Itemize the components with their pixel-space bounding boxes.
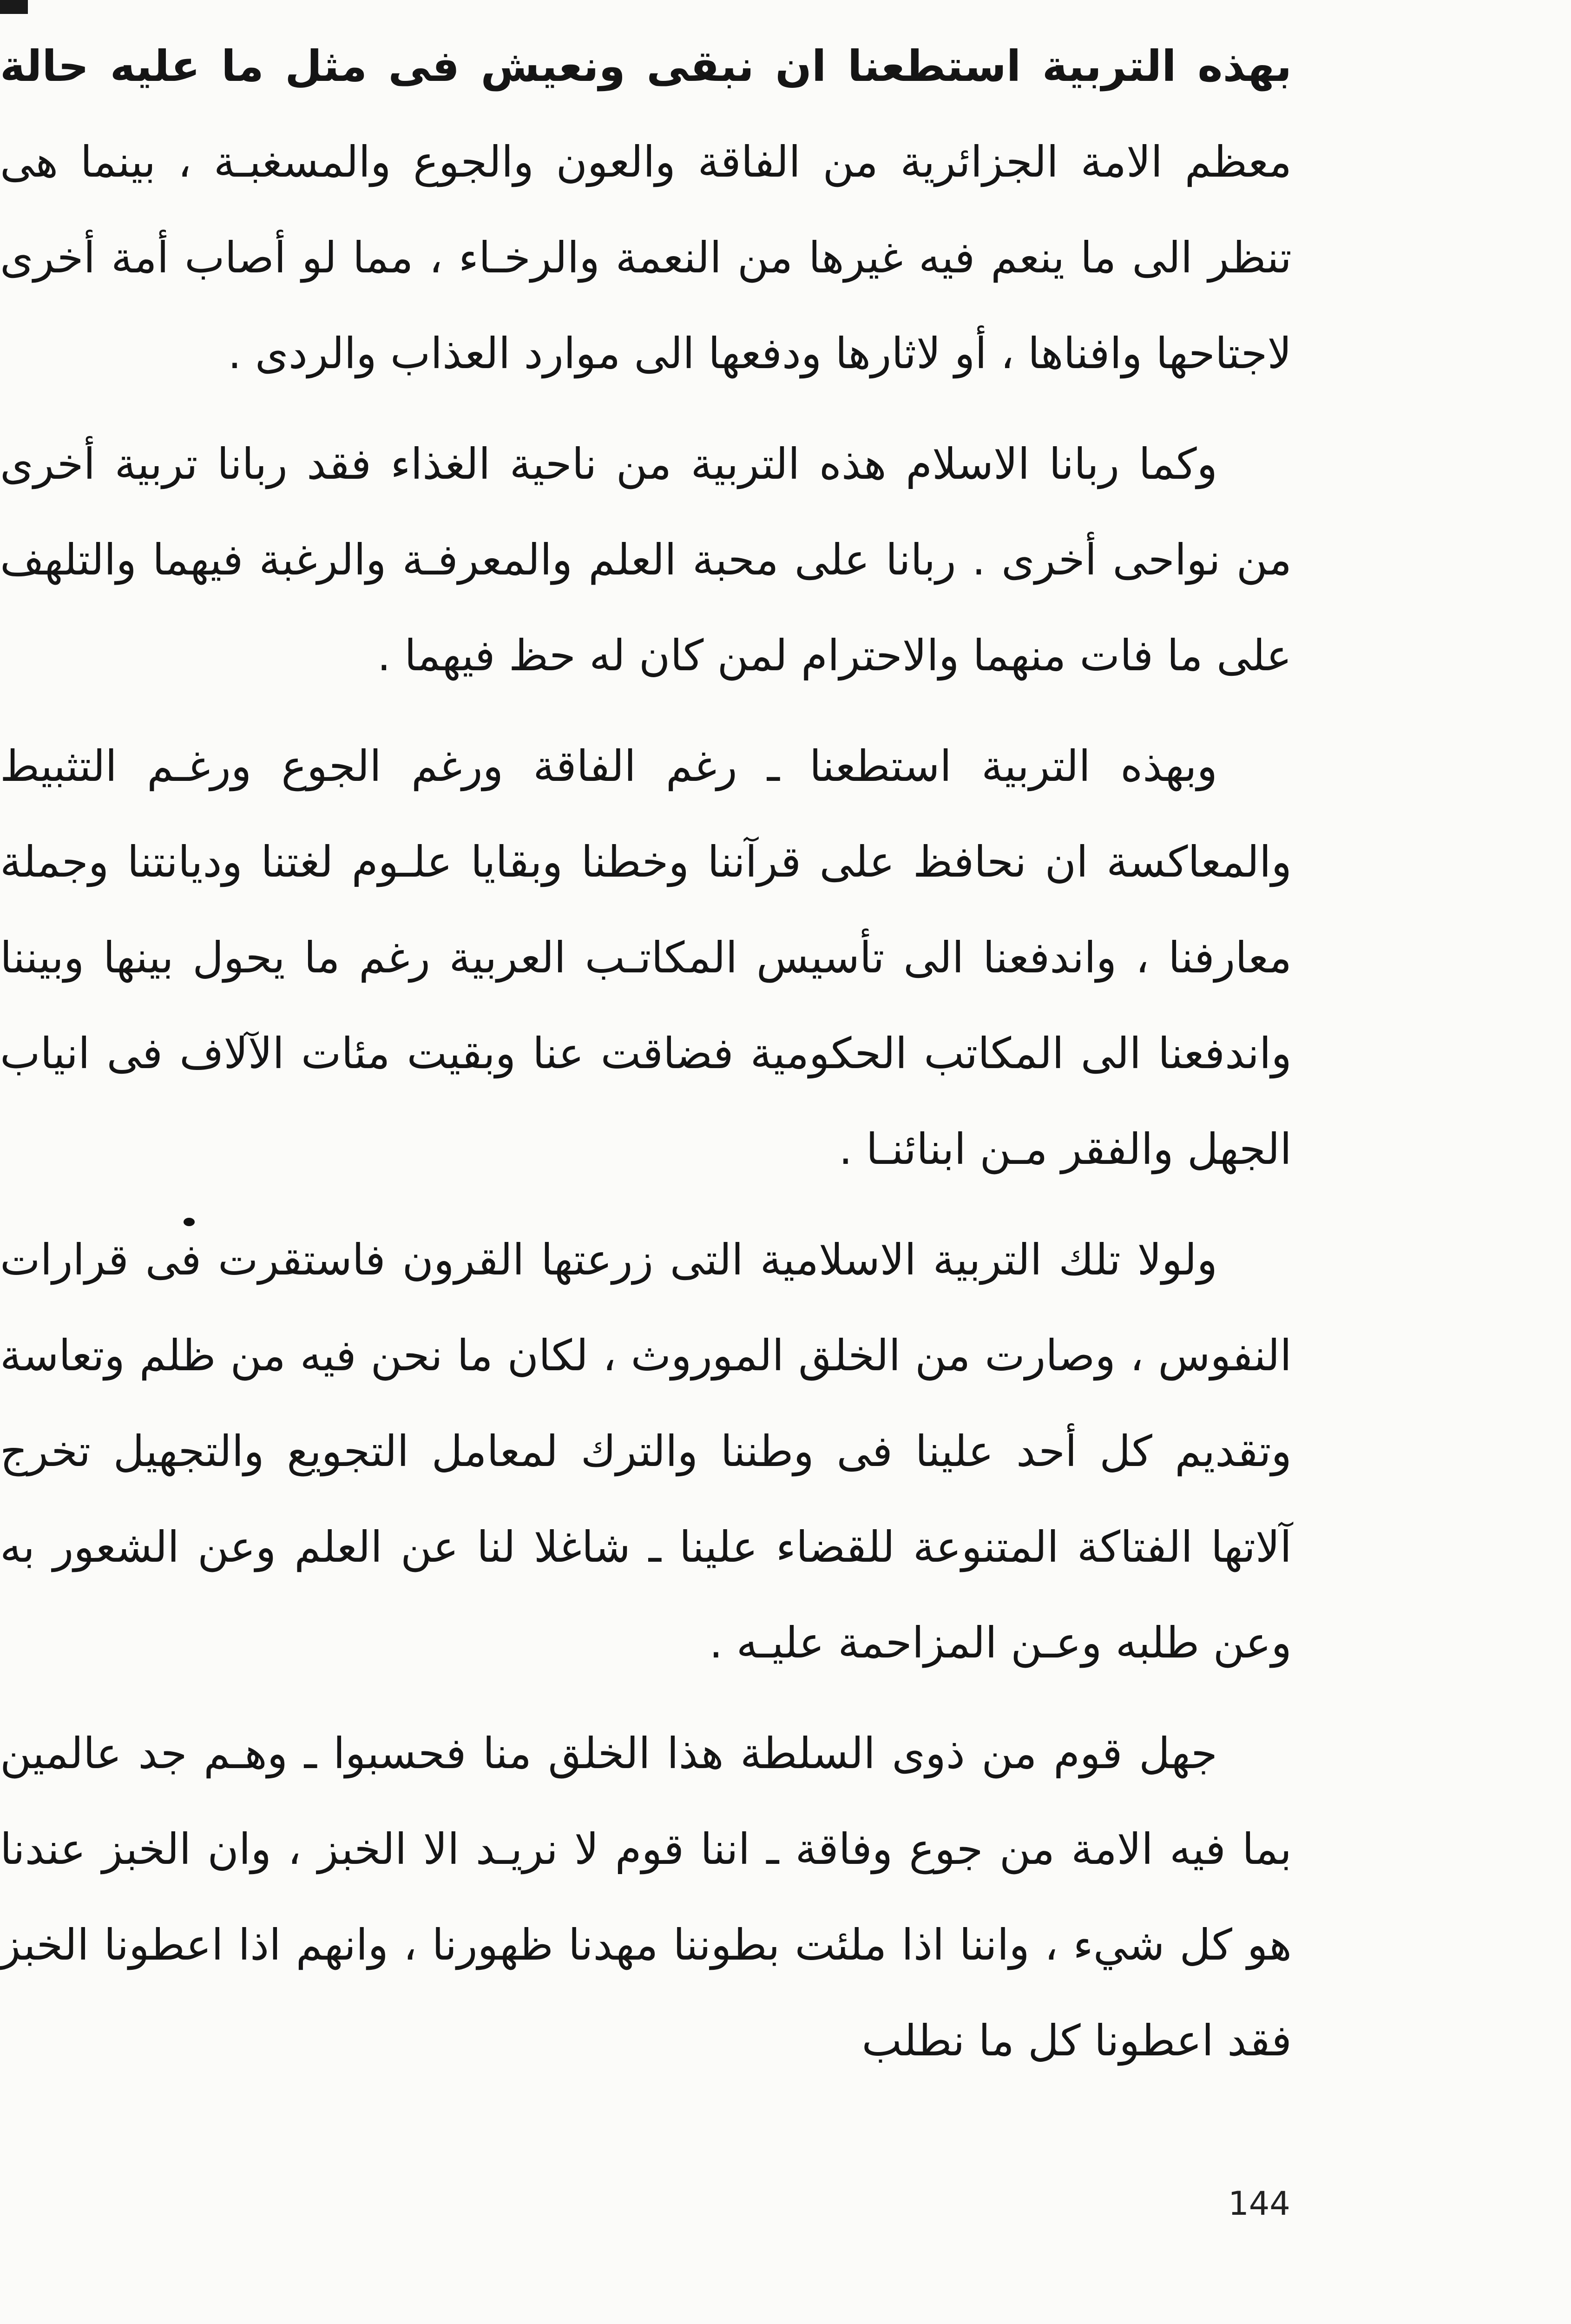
paragraph-1-text: معظم الامة الجزائرية من الفاقة والعون والجوع والمسغبـة ، بينما هى تنظر الى ما ينعم فيه غيرها من النعمة والرخـاء ، مما لو أصاب أمة أخرى لاجتاحها وافناها ، أو لاثارها ودفعها الى موارد العذاب والردى .	[0, 137, 1292, 378]
page-number: 144	[1228, 2185, 1290, 2223]
paragraph-1	[0, 19, 1292, 402]
paragraph-2: وكما ربانا الاسلام هذه التربية من ناحية الغذاء فقد ربانا تربية أخرى من نواحى أخرى . ربانا على محبة العلم والمعرفـة والرغبة فيهما والتلهف على ما فات منهما والاحترام لمن كان له حظ فيهما .	[0, 439, 1292, 680]
scan-edge-mark	[0, 0, 28, 14]
body-text	[0, 19, 1292, 2104]
opening-line: بهذه التربية استطعنا ان نبقى ونعيش فى مثل ما عليه حالة	[0, 41, 1292, 91]
paragraph-4: ولولا تلك التربية الاسلامية التى زرعتها القرون فاستقرت فى قرارات النفوس ، وصارت من الخلق الموروث ، لكان ما نحن فيه من ظلم وتعاسة وتقديم كل أحد علينا فى وطننا والترك لمعامل التجويع والتجهيل تخرج آلاتها الفتاكة المتنوعة للقضاء علينا ـ شاغلا لنا عن العلم وعن الشعور به وعن طلبه وعـن المزاحمة عليـه .	[0, 1235, 1292, 1668]
paragraph-5: جهل قوم من ذوى السلطة هذا الخلق منا فحسبوا ـ وهـم جد عالمين بما فيه الامة من جوع وفاقة ـ اننا قوم لا نريـد الا الخبز ، وان الخبز عندنا هو كل شيء ، واننا اذا ملئت بطوننا مهدنا ظهورنا ، وانهم اذا اعطونا الخبز فقد اعطونا كل ما نطلب	[0, 1729, 1292, 2066]
ink-speck	[184, 1218, 195, 1226]
paragraph-3: وبهذه التربية استطعنا ـ رغم الفاقة ورغم الجوع ورغـم التثبيط والمعاكسة ان نحافظ على قرآننا وخطنا وبقايا علـوم لغتنا وديانتنا وجملة معارفنا ، واندفعنا الى تأسيس المكاتـب العربية رغم ما يحول بينها وبيننا واندفعنا الى المكاتب الحكومية فضاقت عنا وبقيت مئات الآلاف فى انياب الجهل والفقر مـن ابنائنـا .	[0, 741, 1292, 1174]
